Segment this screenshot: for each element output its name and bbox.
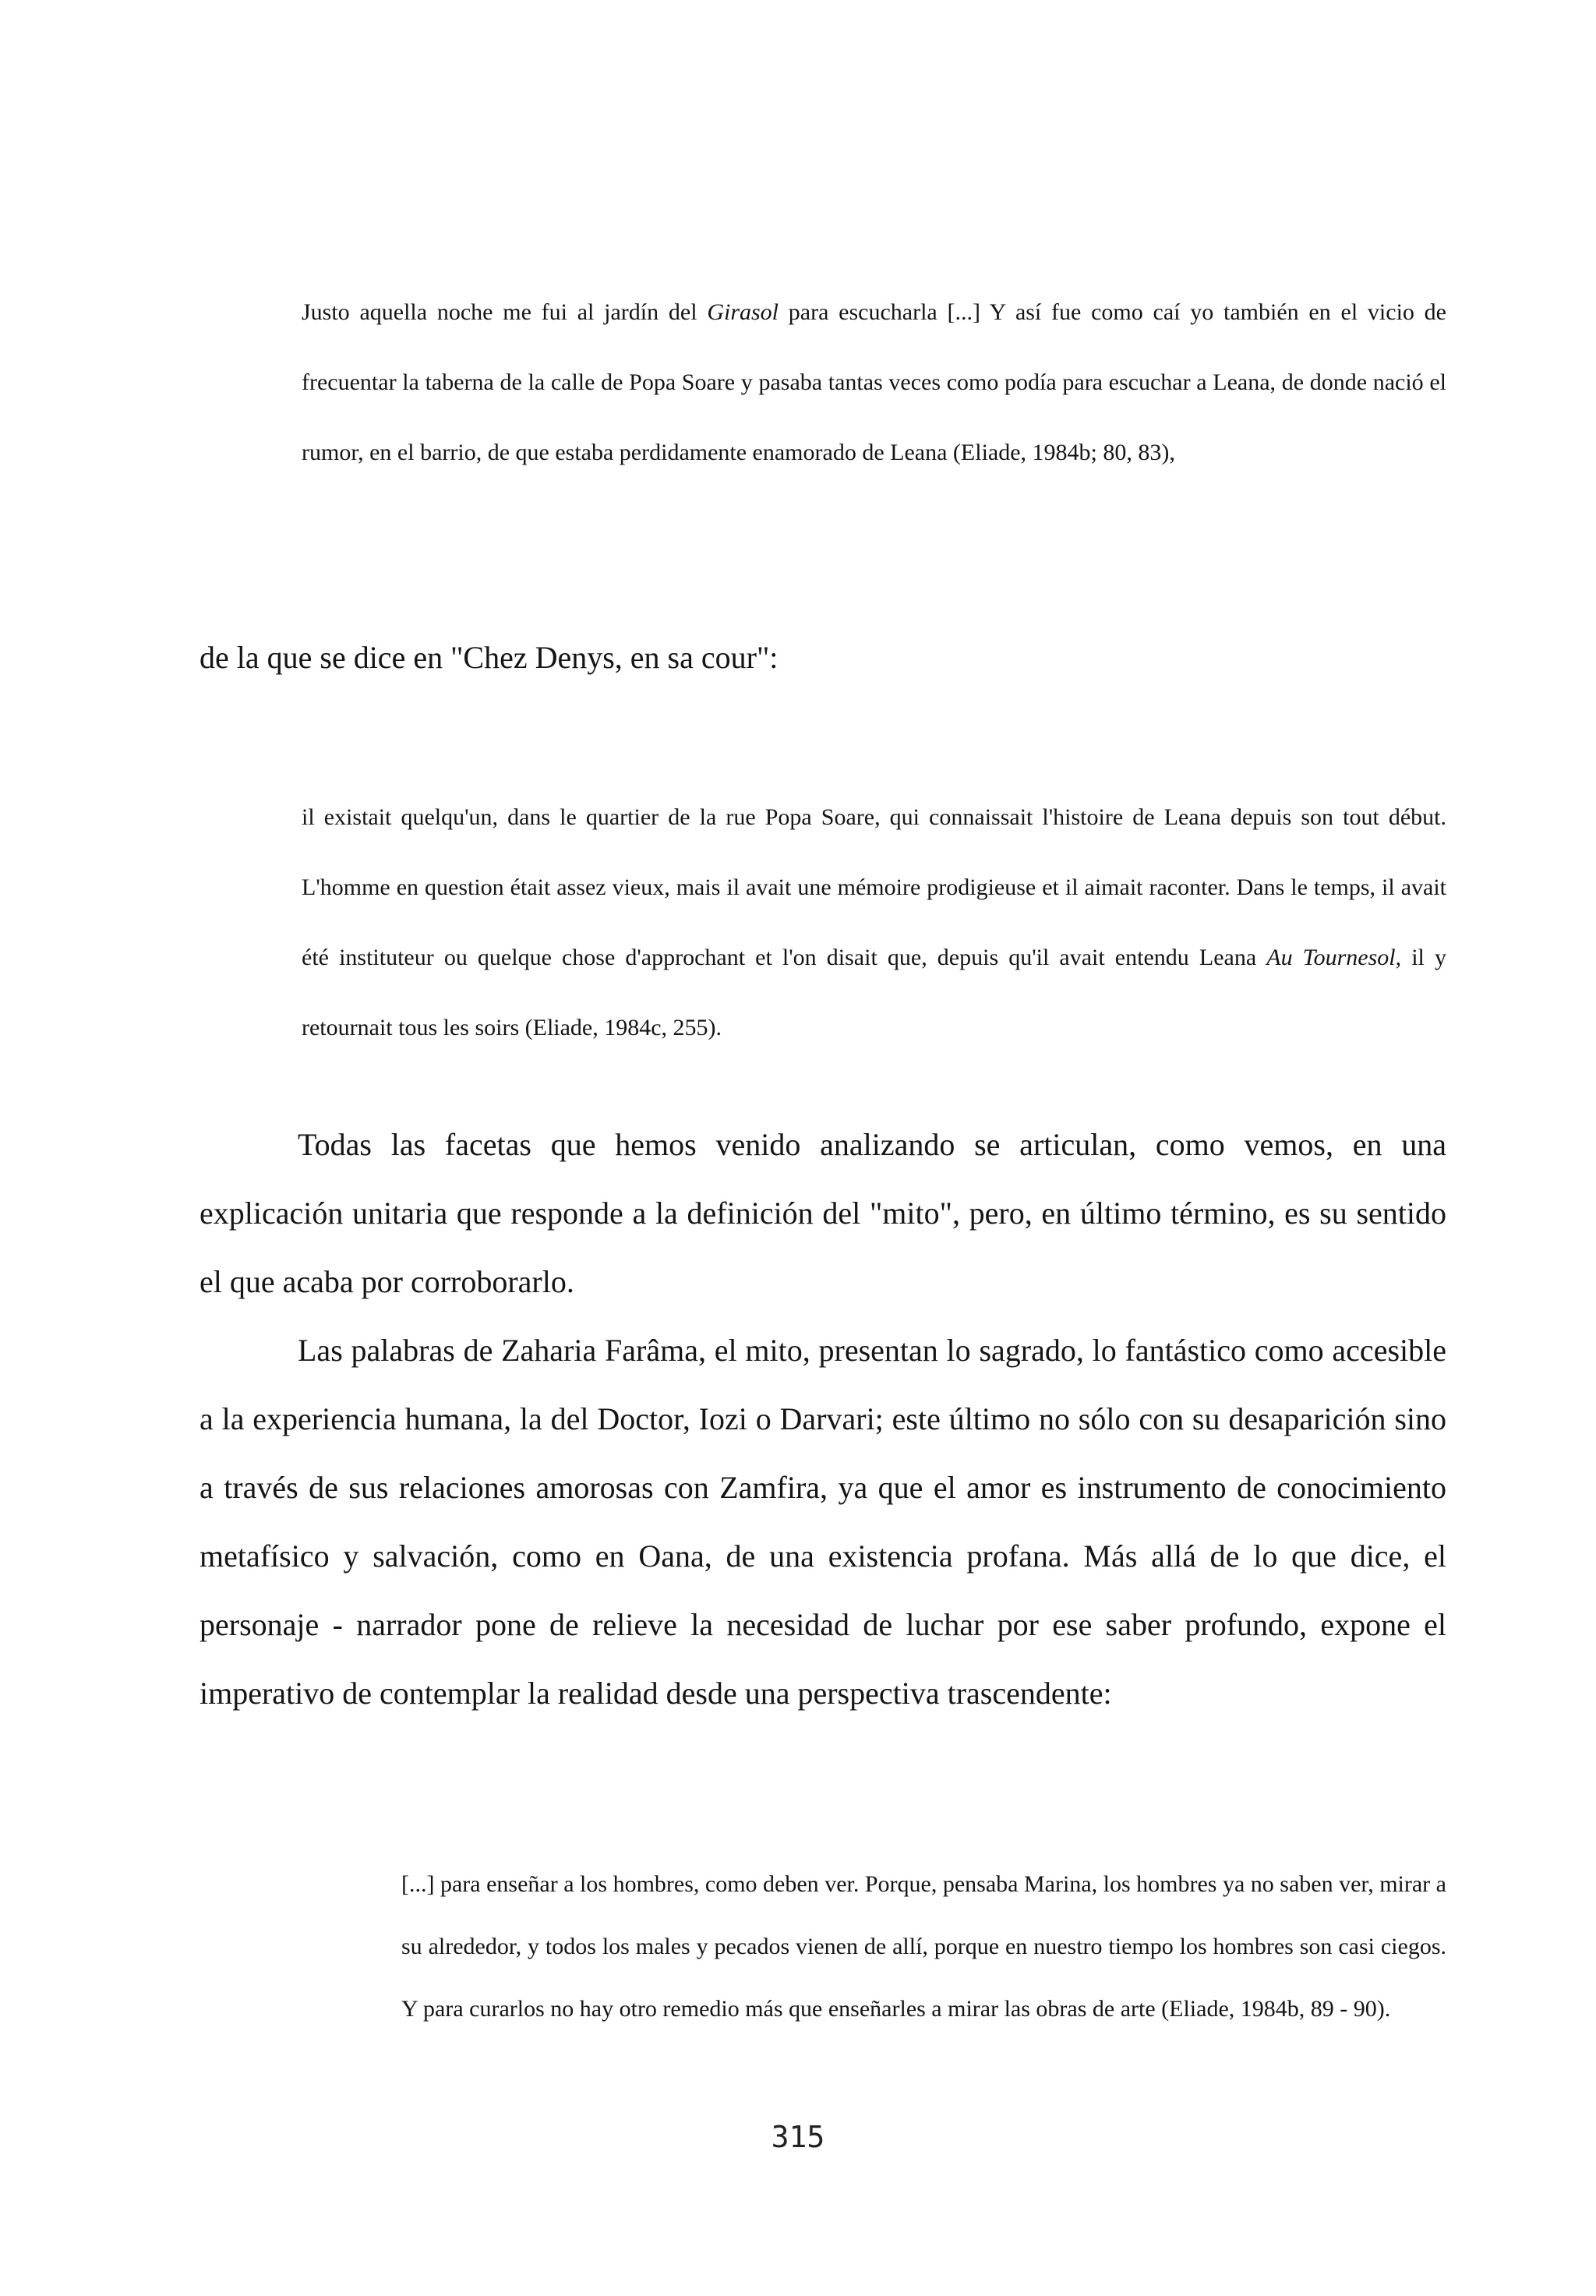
quote-girasol-title-italic: Girasol xyxy=(707,299,779,325)
quote-denys-text-start: il existait quelqu'un, dans le quartier de la rue Popa Soare, qui connaissait l'histoire de Leana depuis son tout début. L'homme en question était assez vieux, mais il avait une mémoire prodigieuse et il aimait raconter. Dans le temps, il avait été instituteur ou quelque chose d'approchant et l'on disait que, depuis qu'il avait entendu Leana xyxy=(302,804,1446,970)
page-number: 315 xyxy=(771,2120,825,2154)
quote-girasol-text-end: para escucharla [...] Y así fue como caí yo también en el vicio de frecuentar la taberna de la calle de Popa Soare y pasaba tantas veces como podía para escuchar a Leana, de donde nació el rumor, en el barrio, de que estaba perdidamente enamorado de Leana (Eliade, 1984b; 80, 83), xyxy=(302,299,1446,465)
paragraph-zaharia: Las palabras de Zaharia Farâma, el mito, presentan lo sagrado, lo fantástico como accesible a la experiencia humana, la del Doctor, Iozi o Darvari; este último no sólo con su desaparición sino a través de sus relaciones amorosas con Zamfira, ya que el amor es instrumento de conocimiento metafísico y salvación, como en Oana, de una existencia profana. Más allá de lo que dice, el personaje - narrador pone de relieve la necesidad de luchar por ese saber profundo, expone el imperativo de contemplar la realidad desde una perspectiva trascendente: xyxy=(200,1333,1446,1711)
quote-denys-text-end: , il y retournait tous les soirs (Eliade, 1984c, 255). xyxy=(302,945,1446,1040)
intro-line: de la que se dice en "Chez Denys, en sa cour": xyxy=(200,640,779,675)
paragraph-facetas: Todas las facetas que hemos venido analizando se articulan, como vemos, en una explicación unitaria que responde a la definición del "mito", pero, en último término, es su sentido el que acaba por corroborarlo. xyxy=(200,1127,1446,1299)
quote-denys-title-italic: Au Tournesol xyxy=(1266,945,1396,970)
quote-girasol-text-start: Justo aquella noche me fui al jardín del xyxy=(302,299,708,325)
block-quote-girasol xyxy=(302,277,1446,488)
body-paragraphs xyxy=(200,1111,1446,1728)
block-quote-chez-denys xyxy=(302,782,1446,1063)
block-quote-marina: [...] para enseñar a los hombres, como deben ver. Porque, pensaba Marina, los hombres ya no saben ver, mirar a su alrededor, y todos los males y pecados vienen de allí, porque en nuestro tiempo los hombres son casi ciegos. Y para curarlos no hay otro remedio más que enseñarles a mirar las obras de arte (Eliade, 1984b, 89 - 90). xyxy=(401,1871,1446,2022)
